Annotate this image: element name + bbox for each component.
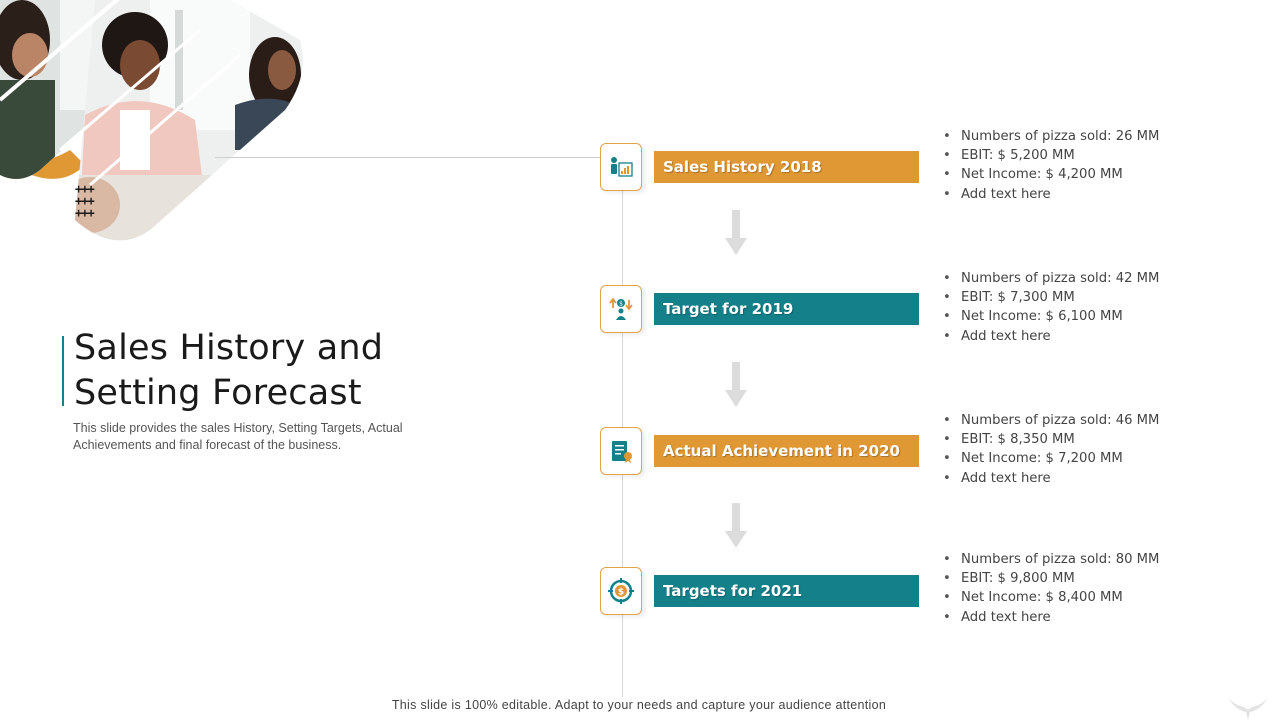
stage-4-details bbox=[943, 550, 1263, 627]
dollar-target-icon bbox=[608, 578, 634, 604]
collage-connector-line bbox=[215, 157, 600, 158]
slide-subtitle: This slide provides the sales History, Setting Targets, Actual Achievements and final forecast of the business. bbox=[73, 421, 403, 452]
down-arrow-icon bbox=[724, 210, 748, 256]
stage-2-label: Target for 2019 bbox=[654, 293, 919, 325]
down-arrow-icon bbox=[724, 503, 748, 549]
detail-item: • Numbers of pizza sold: 46 MM bbox=[943, 411, 1263, 430]
plus-row: +++ bbox=[75, 194, 94, 208]
detail-item: • EBIT: $ 8,350 MM bbox=[943, 430, 1263, 449]
stage-3-icon-box bbox=[600, 427, 642, 475]
detail-item: • Numbers of pizza sold: 42 MM bbox=[943, 269, 1263, 288]
detail-item: • EBIT: $ 5,200 MM bbox=[943, 146, 1263, 165]
certificate-icon bbox=[608, 438, 634, 464]
detail-item: • Net Income: $ 8,400 MM bbox=[943, 588, 1263, 607]
detail-item: • Numbers of pizza sold: 26 MM bbox=[943, 127, 1263, 146]
plus-grid-decoration bbox=[75, 183, 94, 219]
detail-item: • Net Income: $ 4,200 MM bbox=[943, 165, 1263, 184]
detail-item: • Numbers of pizza sold: 80 MM bbox=[943, 550, 1263, 569]
stage-1-label: Sales History 2018 bbox=[654, 151, 919, 183]
detail-item: • Add text here bbox=[943, 608, 1263, 627]
slide-title-line1: Sales History and bbox=[74, 328, 384, 368]
team-photo-collage bbox=[0, 0, 320, 245]
detail-item: • Add text here bbox=[943, 327, 1263, 346]
stage-2-icon-box bbox=[600, 285, 642, 333]
footer-note: This slide is 100% editable. Adapt to your needs and capture your audience attention bbox=[391, 698, 887, 712]
down-arrow-icon bbox=[724, 362, 748, 408]
detail-item: • EBIT: $ 7,300 MM bbox=[943, 288, 1263, 307]
brand-logo-icon bbox=[1226, 696, 1270, 720]
detail-item: • Add text here bbox=[943, 469, 1263, 488]
detail-item: • EBIT: $ 9,800 MM bbox=[943, 569, 1263, 588]
stage-3-label: Actual Achievement in 2020 bbox=[654, 435, 919, 467]
growth-target-icon bbox=[608, 296, 634, 322]
stage-3-details bbox=[943, 411, 1263, 488]
plus-row: +++ bbox=[75, 182, 94, 196]
presentation-chart-icon bbox=[608, 154, 634, 180]
detail-item: • Add text here bbox=[943, 185, 1263, 204]
stage-1-icon-box bbox=[600, 143, 642, 191]
svg-text:$: $ bbox=[619, 300, 623, 308]
stage-2-details bbox=[943, 269, 1263, 346]
plus-row: +++ bbox=[75, 206, 94, 220]
slide-title-line2: Setting Forecast bbox=[74, 373, 362, 413]
svg-text:$: $ bbox=[617, 587, 625, 598]
stage-1-details bbox=[943, 127, 1263, 204]
slide-title bbox=[74, 326, 494, 416]
detail-item: • Net Income: $ 7,200 MM bbox=[943, 449, 1263, 468]
stage-4-label: Targets for 2021 bbox=[654, 575, 919, 607]
stage-4-icon-box bbox=[600, 567, 642, 615]
title-accent-bar bbox=[62, 336, 64, 406]
detail-item: • Net Income: $ 6,100 MM bbox=[943, 307, 1263, 326]
